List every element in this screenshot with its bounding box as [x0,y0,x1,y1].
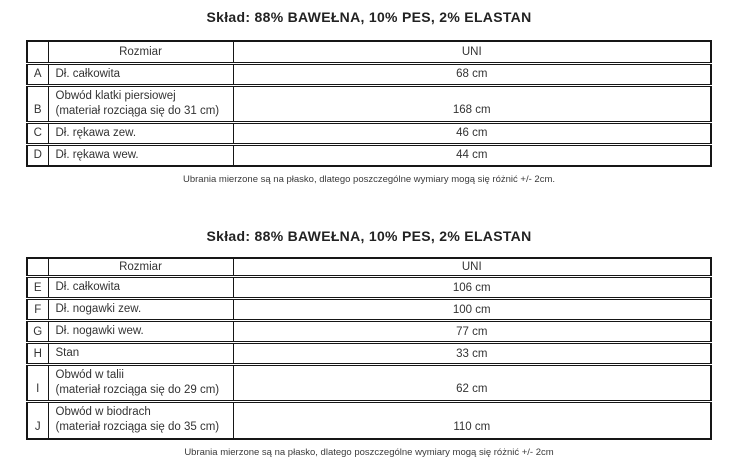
measurement-value-cell: 62 cm [233,365,711,402]
table-row [27,402,711,439]
measurement-label: Obwód w talii [55,369,124,381]
header-letter-cell [27,41,48,63]
table-row [27,299,711,321]
table-header-row [27,258,711,277]
row-letter-cell: A [27,63,48,85]
table-row [27,144,711,166]
measurement-label-cell [48,402,233,439]
header-letter-cell [27,258,48,277]
measurement-label: Obwód klatki piersiowej [55,89,176,102]
row-letter-cell: D [27,144,48,166]
table-row [27,343,711,365]
row-letter-cell: C [27,122,48,144]
measurement-disclaimer: Ubrania mierzone są na płasko, dlatego poszczególne wymiary mogą się różnić +/- 2cm. [183,173,555,185]
measurement-label: Dł. rękawa zew. [55,126,137,139]
row-letter-cell: J [27,402,48,439]
measurement-value-cell: 77 cm [233,321,711,343]
measurement-label: Dł. nogawki wew. [55,325,144,337]
header-size-cell: Rozmiar [48,258,233,277]
measurement-value-cell: 168 cm [233,85,711,122]
header-size-cell: Rozmiar [48,41,233,63]
header-uni-cell: UNI [233,41,711,63]
measurement-value-cell: 106 cm [233,277,711,299]
measurement-value-cell: 33 cm [233,343,711,365]
composition-title: Skład: 88% BAWEŁNA, 10% PES, 2% ELASTAN [206,9,532,25]
table-header-row [27,41,711,63]
measurement-value-cell: 46 cm [233,122,711,144]
measurement-label: Stan [55,347,80,359]
row-letter-cell: G [27,321,48,343]
measurement-label-note: (materiał rozciąga się do 35 cm) [55,421,220,434]
measurement-label-cell [48,343,233,365]
table-row [27,277,711,299]
measurement-disclaimer: Ubrania mierzone są na płasko, dlatego poszczególne wymiary mogą się różnić +/- 2cm [184,446,554,458]
measurement-value-cell: 68 cm [233,63,711,85]
measurements-table-top [26,40,712,167]
measurement-label: Dł. całkowita [55,67,121,80]
measurement-value-cell: 44 cm [233,144,711,166]
header-uni-cell: UNI [233,258,711,277]
measurement-value-cell: 100 cm [233,299,711,321]
measurement-label-note: (materiał rozciąga się do 31 cm) [55,104,220,117]
size-chart-section-top [0,9,738,186]
table-row [27,365,711,402]
measurement-label-cell [48,144,233,166]
measurement-label-cell [48,321,233,343]
table-row [27,321,711,343]
table-row [27,122,711,144]
measurement-label-cell [48,63,233,85]
size-chart-section-bottom [0,228,738,459]
measurement-label-note: (materiał rozciąga się do 29 cm) [55,384,220,396]
row-letter-cell: I [27,365,48,402]
measurement-label-cell [48,277,233,299]
table-row [27,63,711,85]
composition-title: Skład: 88% BAWEŁNA, 10% PES, 2% ELASTAN [206,227,532,244]
row-letter-cell: B [27,85,48,122]
measurement-label: Obwód w biodrach [55,406,151,419]
measurement-label-cell [48,299,233,321]
measurement-value-cell: 110 cm [233,402,711,439]
row-letter-cell: F [27,299,48,321]
measurement-label: Dł. całkowita [55,281,121,293]
measurement-label-cell [48,365,233,402]
table-row [27,85,711,122]
measurements-table-bottom [26,257,712,440]
measurement-label-cell [48,122,233,144]
row-letter-cell: H [27,343,48,365]
measurement-label: Dł. nogawki zew. [55,303,142,315]
row-letter-cell: E [27,277,48,299]
measurement-label-cell [48,85,233,122]
measurement-label: Dł. rękawa wew. [55,148,139,161]
